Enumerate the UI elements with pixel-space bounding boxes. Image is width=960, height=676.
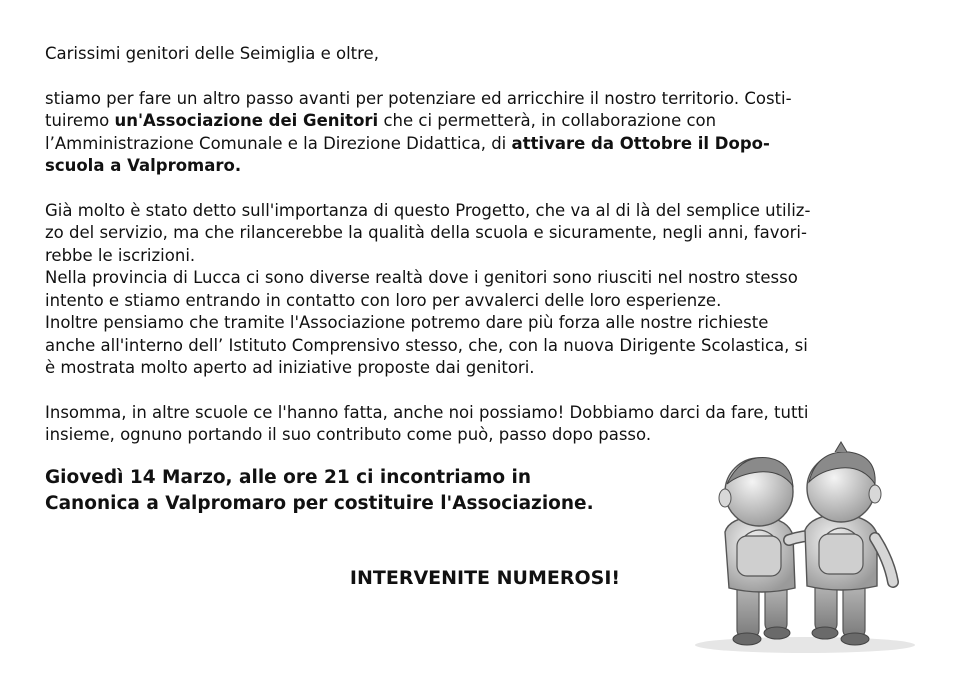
meeting-line-1: Giovedì 14 Marzo, alle ore 21 ci incontriamo in bbox=[45, 466, 532, 488]
paragraph-intro bbox=[45, 88, 925, 178]
greeting: Carissimi genitori delle Seimiglia e oltre, bbox=[45, 44, 379, 63]
project-line: Inoltre pensiamo che tramite l'Associazione potremo dare più forza alle nostre richieste bbox=[45, 313, 769, 332]
intro-line-1: stiamo per fare un altro passo avanti per potenziare ed arricchire il nostro territorio. Costi- bbox=[45, 88, 792, 108]
encouragement-line: insieme, ognuno portando il suo contributo come può, passo dopo passo. bbox=[45, 425, 652, 444]
project-line: rebbe le iscrizioni. bbox=[45, 245, 196, 265]
association-highlight: un'Associazione dei Genitori bbox=[114, 111, 379, 130]
project-line: zo del servizio, ma che rilancerebbe la qualità della scuola e sicuramente, negli anni, favori- bbox=[45, 223, 807, 242]
intro-line-2c: che ci permetterà, in collaborazione con bbox=[378, 111, 717, 130]
project-line: intento e stiamo entrando in contatto con loro per avvalerci delle loro esperienze. bbox=[45, 290, 722, 310]
project-line: Nella provincia di Lucca ci sono diverse realtà dove i genitori sono riusciti nel nostro stesso bbox=[45, 268, 798, 287]
intro-line-2a: tuiremo bbox=[45, 111, 115, 130]
project-line: anche all'interno dell’ Istituto Comprensivo stesso, che, con la nuova Dirigente Scolastica, si bbox=[45, 335, 808, 355]
paragraph-project bbox=[45, 200, 925, 380]
two-children-walking-icon bbox=[685, 440, 925, 655]
intro-line-3a: l’Amministrazione Comunale e la Direzione Didattica, di bbox=[45, 133, 512, 153]
doposcuola-highlight-1: attivare da Ottobre il Dopo- bbox=[511, 133, 770, 153]
project-line: è mostrata molto aperto ad iniziative proposte dai genitori. bbox=[45, 358, 535, 377]
encouragement-line: Insomma, in altre scuole ce l'hanno fatta, anche noi possiamo! Dobbiamo darci da fare, tutti bbox=[45, 402, 809, 422]
closing-call: INTERVENITE NUMEROSI! bbox=[349, 567, 621, 589]
doposcuola-highlight-2: scuola a Valpromaro. bbox=[45, 156, 242, 175]
project-line: Già molto è stato detto sull'importanza di questo Progetto, che va al di là del semplice utiliz- bbox=[45, 200, 811, 220]
meeting-line-2: Canonica a Valpromaro per costituire l'Associazione. bbox=[45, 492, 594, 514]
